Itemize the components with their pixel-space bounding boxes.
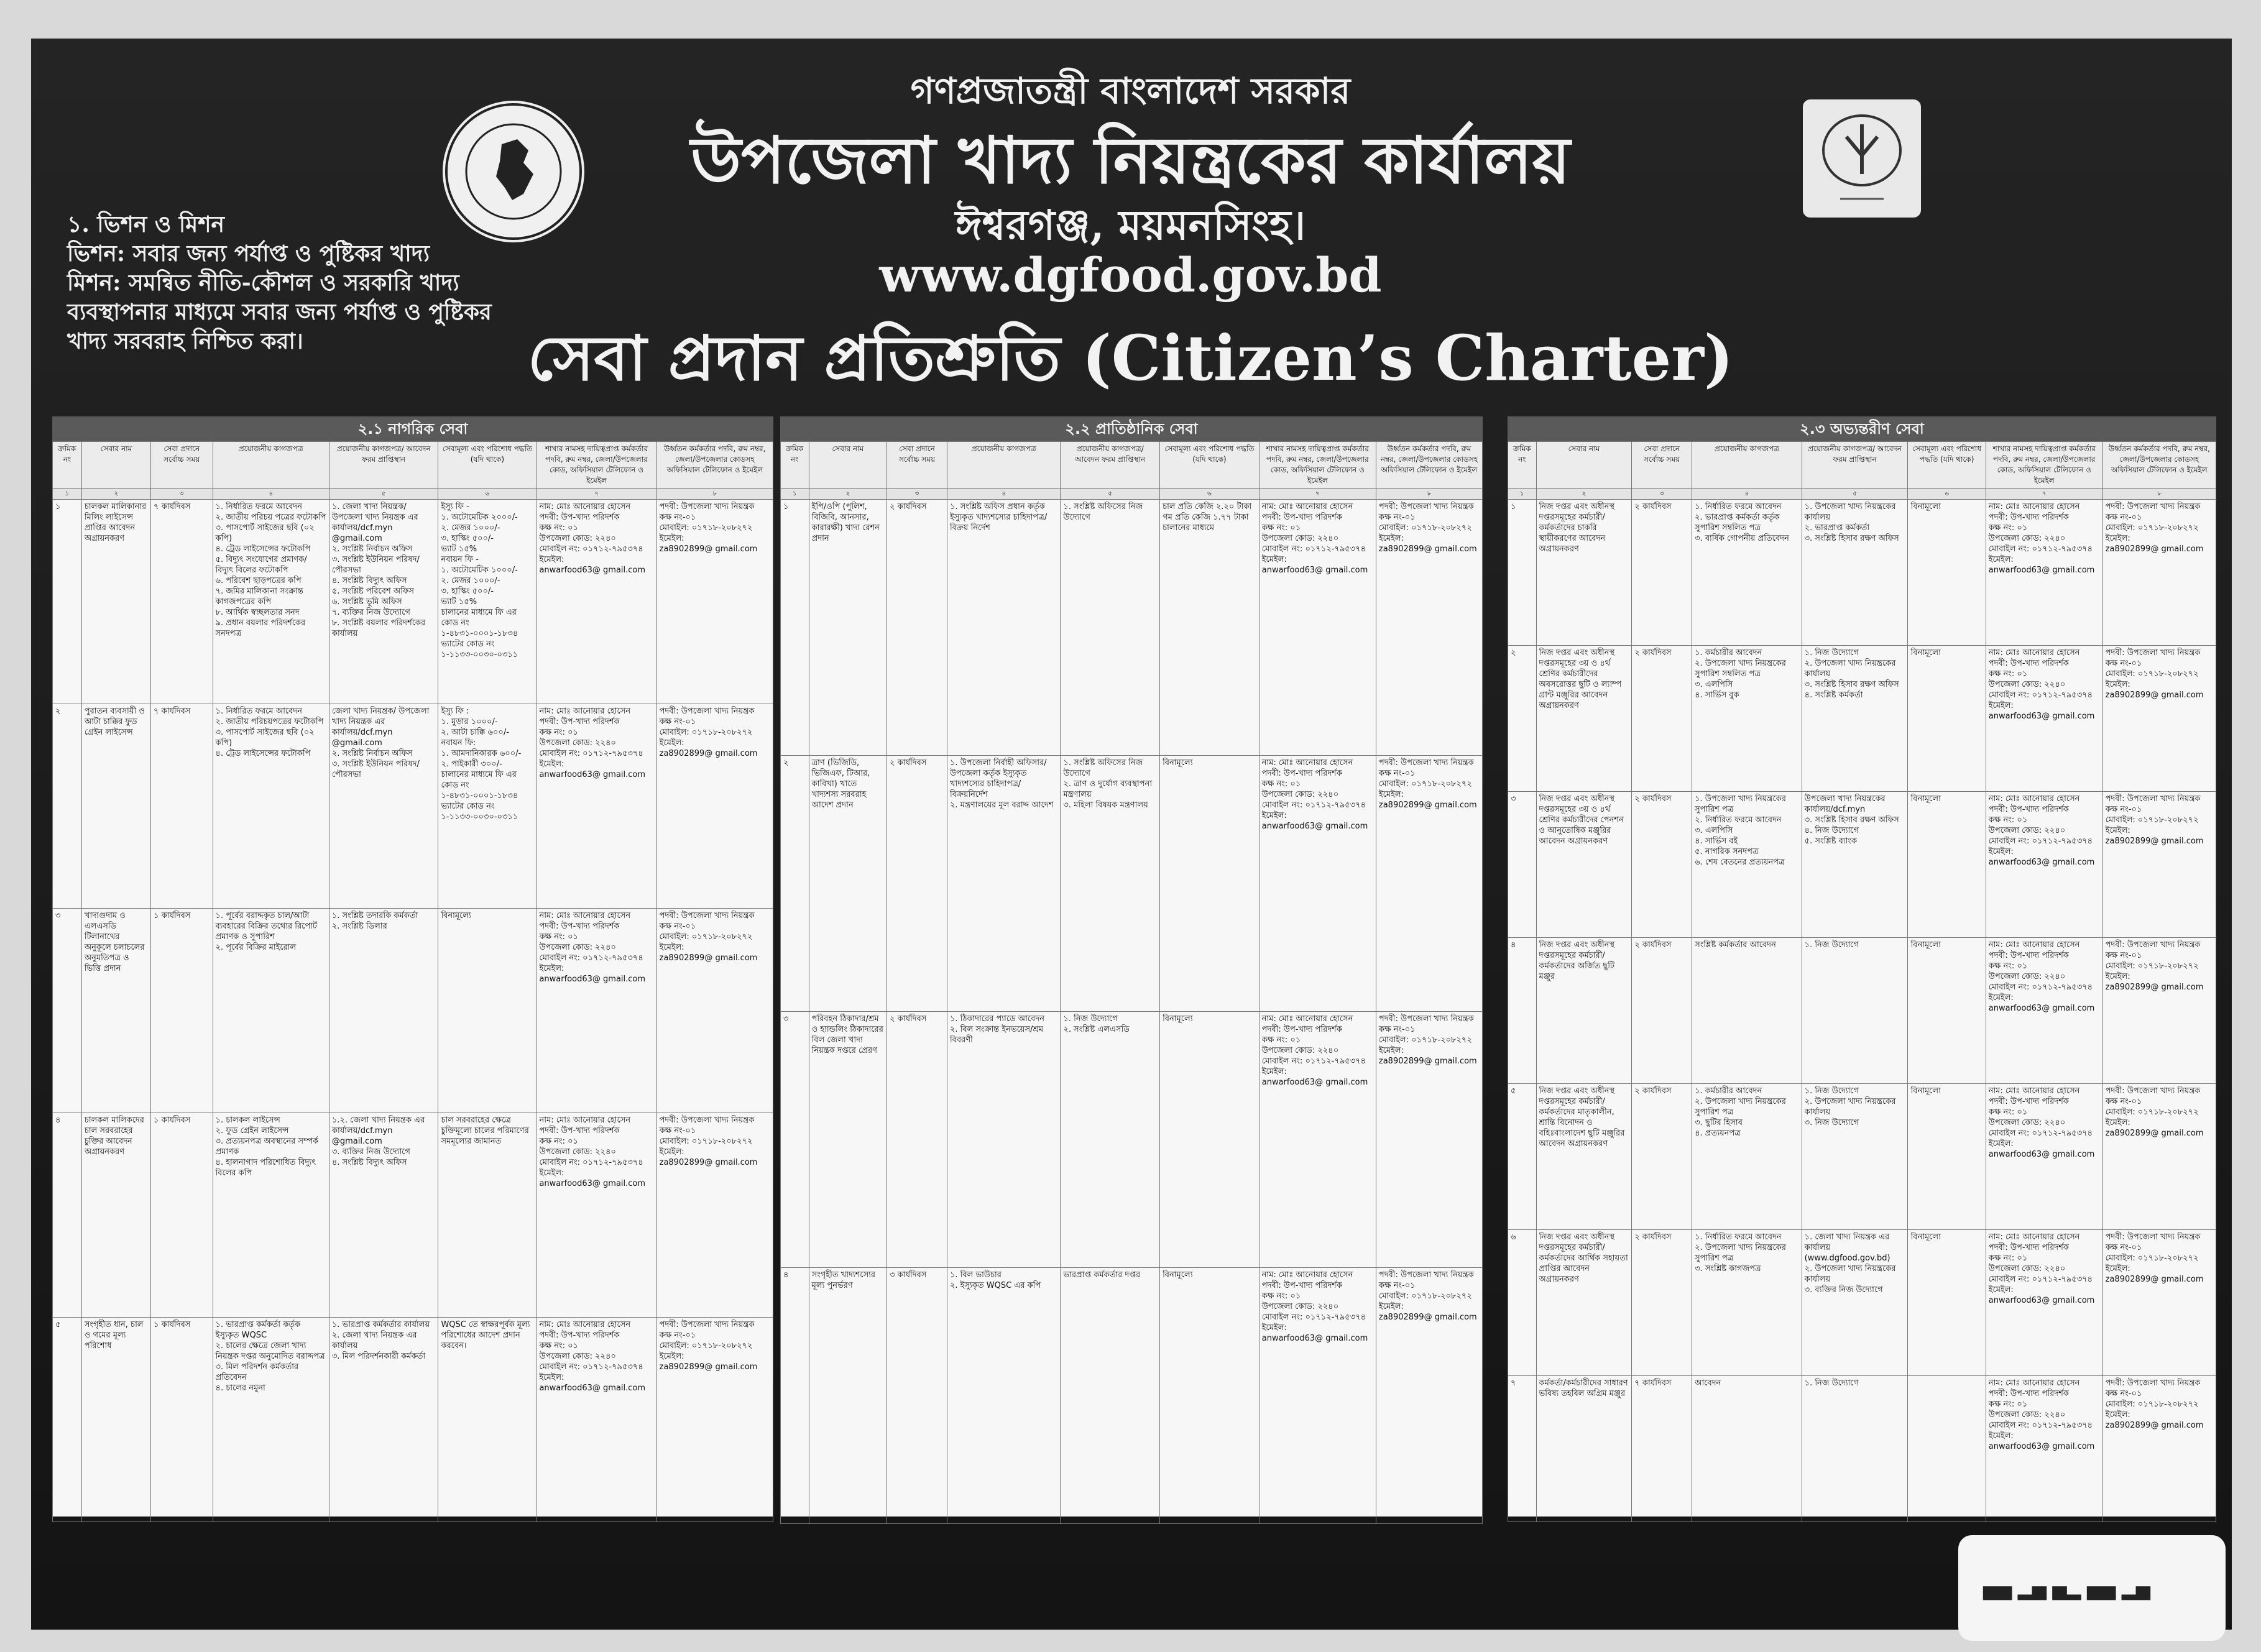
table-cell: নাম: মোঃ আনোয়ার হোসেন পদবী: উপ-খাদ্য পরিদর্শক কক্ষ নং: ০১ উপজেলা কোড: ২২৪০ মোবাইল নং: ০১৭১২-৭৯৫৩৭৪ ইমেইল: anwarfood63@ gmail.com [1259, 1012, 1376, 1268]
vision-text: ভিশন: সবার জন্য পর্যাপ্ত ও পুষ্টিকর খাদ্য [67, 241, 430, 267]
table-cell: ১. নির্ধারিত ফরমে আবেদন ২. জাতীয় পরিচয়পত্রের ফটোকপি ৩. পাসপোর্ট সাইজের ছবি (০২ কপি) ৪. ট্রেড লাইসেন্সের ফটোকপি [213, 704, 329, 909]
table-cell: জেলা খাদ্য নিয়ন্ত্রক/ উপজেলা খাদ্য নিয়ন্ত্রক এর কার্যালয়/dcf.myn @gmail.com ২. সংশ্লিষ্ট নির্বাচন অফিস ৩. সংশ্লিষ্ট ইউনিয়ন পরিষদ/ পৌরসভা [329, 704, 438, 909]
table-cell: ৭ [1508, 1376, 1537, 1522]
column-header: শাখার নামসহ দায়িত্বপ্রাপ্ত কর্মকর্তার পদবি, রুম নম্বর, জেলা/উপজেলার কোড, অফিসিয়াল টেলিফোন ও ইমেইল [1259, 442, 1376, 489]
vision-mission-heading: ১. ভিশন ও মিশন [67, 211, 224, 237]
panel-title: ২.১ নাগরিক সেবা [52, 416, 773, 441]
table-cell: ভারপ্রাপ্ত কর্মকর্তার দপ্তর [1061, 1268, 1160, 1524]
table-cell: ১. জেলা খাদ্য নিয়ন্ত্রক/ উপজেলা খাদ্য নিয়ন্ত্রক এর কার্যালয়/dcf.myn @gmail.com ২. সংশ্লিষ্ট নির্বাচন অফিস ৩. সংশ্লিষ্ট ইউনিয়ন পরিষদ/ পৌরসভা ৪. সংশ্লিষ্ট বিদ্যুৎ অফিস ৫. সংশ্লিষ্ট পরিবেশ অফিস ৬. সংশ্লিষ্ট ভূমি অফিস ৭. ব্যক্তির নিজ উদ্যোগে ৮. সংশ্লিষ্ট বয়লার পরিদর্শকের কার্যালয় [329, 500, 438, 704]
column-header: সেবার নাম [809, 442, 886, 489]
table-cell: ১. উপজেলা খাদ্য নিয়ন্ত্রকের কার্যালয় ২. ভারপ্রাপ্ত কর্মকর্তা ৩. সংশ্লিষ্ট হিসাব রক্ষণ অফিস [1802, 500, 1908, 646]
table-cell: ১. নিজ উদ্যোগে ২. সংশ্লিষ্ট এলএসডি [1061, 1012, 1160, 1268]
government-title: গণপ্রজাতন্ত্রী বাংলাদেশ সরকার [910, 70, 1351, 112]
table-cell: খাদ্যগুদাম ও এলএসডি টিলানাথের অনুকূলে চলাচলের অনুমতিপত্র ও ভিত্তি প্রদান [81, 909, 150, 1113]
table-cell: ২ কার্যদিবস [1632, 938, 1692, 1084]
table-cell: পদবী: উপজেলা খাদ্য নিয়ন্ত্রক কক্ষ নং-০১ মোবাইল: ০১৭১৮-২০৮২৭২ ইমেইল: za8902899@ gmail.com [2102, 1230, 2216, 1376]
mission-text-line3: খাদ্য সরবরাহ নিশ্চিত করা। [67, 328, 303, 354]
table-cell: পদবী: উপজেলা খাদ্য নিয়ন্ত্রক কক্ষ নং-০১ মোবাইল: ০১৭১৮-২০৮২৭২ ইমেইল: za8902899@ gmail.com [656, 500, 773, 704]
table-cell: ১. সংশ্লিষ্ট অফিসের নিজ উদ্যোগে [1061, 500, 1160, 756]
table-cell: নিজ দপ্তর এবং অধীনস্থ দপ্তরসমূহের কর্মচারী/ কর্মকর্তাদের চাকরি স্থায়ীকরণের আবেদন অগ্রায়নকরণ [1536, 500, 1632, 646]
column-header: সেবা প্রদানে সর্বোচ্চ সময় [1632, 442, 1692, 489]
table-cell: নিজ দপ্তর এবং অধীনস্থ দপ্তরসমূহের ৩য় ও ৪র্থ শ্রেণির কর্মচারীদের পেনশন ও আনুতোষিক মঞ্জুরির আবেদন অগ্রায়নকরণ [1536, 792, 1632, 938]
table-cell: বিনামূল্যে [1160, 1268, 1259, 1524]
table-cell: ৩ কার্যদিবস [887, 1268, 947, 1524]
table-cell: পদবী: উপজেলা খাদ্য নিয়ন্ত্রক কক্ষ নং-০১ মোবাইল: ০১৭১৮-২০৮২৭২ ইমেইল: za8902899@ gmail.com [1376, 756, 1482, 1012]
table-cell: ত্রাণ (ভিজিডি, ভিজিএফ, টিআর, কাবিখা) খাতে খাদ্যশস্য সরবরাহ আদেশ প্রদান [809, 756, 886, 1012]
table-cell: ২ [781, 756, 809, 1012]
table-cell: ইপি/ওপি (পুলিশ, বিজিবি, আনসার, কারারক্ষী) খাদ্য রেশন প্রদান [809, 500, 886, 756]
column-number: ২ [1536, 489, 1632, 500]
table-cell: ২ [53, 704, 82, 909]
table-cell: ৩ [781, 1012, 809, 1268]
table-cell: বিনামূল্যে [1908, 792, 1986, 938]
table-row [781, 1012, 1483, 1268]
table-cell: ৬ [1508, 1230, 1537, 1376]
table-cell: ৪ [1508, 938, 1537, 1084]
table-cell: নাম: মোঃ আনোয়ার হোসেন পদবী: উপ-খাদ্য পরিদর্শক কক্ষ নং: ০১ উপজেলা কোড: ২২৪০ মোবাইল নং: ০১৭১২-৭৯৫৩৭৪ ইমেইল: anwarfood63@ gmail.com [536, 1318, 656, 1522]
column-header: সেবামূল্য এবং পরিশোধ পদ্ধতি (যদি থাকে) [438, 442, 536, 489]
table-cell: পদবী: উপজেলা খাদ্য নিয়ন্ত্রক কক্ষ নং-০১ মোবাইল: ০১৭১৮-২০৮২৭২ ইমেইল: za8902899@ gmail.com [2102, 500, 2216, 646]
table-cell: নাম: মোঃ আনোয়ার হোসেন পদবী: উপ-খাদ্য পরিদর্শক কক্ষ নং: ০১ উপজেলা কোড: ২২৪০ মোবাইল নং: ০১৭১২-৭৯৫৩৭৪ ইমেইল: anwarfood63@ gmail.com [1259, 1268, 1376, 1524]
table-cell: ১. নিজ উদ্যোগে ২. উপজেলা খাদ্য নিয়ন্ত্রকের কার্যালয় ৩. সংশ্লিষ্ট হিসাব রক্ষণ অফিস ৪. সংশ্লিষ্ট কর্মকর্তা [1802, 646, 1908, 792]
table-cell: নাম: মোঃ আনোয়ার হোসেন পদবী: উপ-খাদ্য পরিদর্শক কক্ষ নং: ০১ উপজেলা কোড: ২২৪০ মোবাইল নং: ০১৭১২-৭৯৫৩৭৪ ইমেইল: anwarfood63@ gmail.com [536, 500, 656, 704]
column-number: ৩ [887, 489, 947, 500]
table-cell: নাম: মোঃ আনোয়ার হোসেন পদবী: উপ-খাদ্য পরিদর্শক কক্ষ নং: ০১ উপজেলা কোড: ২২৪০ মোবাইল নং: ০১৭১২-৭৯৫৩৭৪ ইমেইল: anwarfood63@ gmail.com [1986, 500, 2102, 646]
table-cell: নিজ দপ্তর এবং অধীনস্থ দপ্তরসমূহের ৩য় ও ৪র্থ শ্রেণির কর্মচারীদের অবসরোত্তর ছুটি ও ল্যাম্প গ্রান্ট মঞ্জুরির আবেদন অগ্রায়নকরণ [1536, 646, 1632, 792]
column-number: ১ [53, 489, 82, 500]
table-row [53, 500, 773, 704]
table-row [781, 756, 1483, 1012]
column-number-row [781, 489, 1483, 500]
table-cell: নাম: মোঃ আনোয়ার হোসেন পদবী: উপ-খাদ্য পরিদর্শক কক্ষ নং: ০১ উপজেলা কোড: ২২৪০ মোবাইল নং: ০১৭১২-৭৯৫৩৭৪ ইমেইল: anwarfood63@ gmail.com [1986, 1376, 2102, 1522]
column-header: সেবামূল্য এবং পরিশোধ পদ্ধতি (যদি থাকে) [1908, 442, 1986, 489]
table-cell: পদবী: উপজেলা খাদ্য নিয়ন্ত্রক কক্ষ নং-০১ মোবাইল: ০১৭১৮-২০৮২৭২ ইমেইল: za8902899@ gmail.com [2102, 646, 2216, 792]
table-cell: বিনামূল্যে [1908, 500, 1986, 646]
table-header-row [781, 442, 1483, 489]
table-cell: পদবী: উপজেলা খাদ্য নিয়ন্ত্রক কক্ষ নং-০১ মোবাইল: ০১৭১৮-২০৮২৭২ ইমেইল: za8902899@ gmail.com [2102, 1084, 2216, 1230]
table-cell: ১. নিজ উদ্যোগে [1802, 938, 1908, 1084]
column-header: শাখার নামসহ দায়িত্বপ্রাপ্ত কর্মকর্তার পদবি, রুম নম্বর, জেলা/উপজেলার কোড, অফিসিয়াল টেলিফোন ও ইমেইল [1986, 442, 2102, 489]
table-cell: নাম: মোঃ আনোয়ার হোসেন পদবী: উপ-খাদ্য পরিদর্শক কক্ষ নং: ০১ উপজেলা কোড: ২২৪০ মোবাইল নং: ০১৭১২-৭৯৫৩৭৪ ইমেইল: anwarfood63@ gmail.com [1986, 938, 2102, 1084]
table-cell: বিনামূল্যে [1908, 1230, 1986, 1376]
column-header: প্রয়োজনীয় কাগজপত্র/ আবেদন ফরম প্রাপ্তিস্থান [1802, 442, 1908, 489]
column-header: উর্ধ্বতন কর্মকর্তার পদবি, রুম নম্বর, জেলা/উপজেলার কোডসহ অফিসিয়াল টেলিফোন ও ইমেইল [2102, 442, 2216, 489]
table-cell: ৪ [53, 1113, 82, 1318]
table-cell: ১. ভারপ্রাপ্ত কর্মকর্তা কর্তৃক ইস্যুকৃত WQSC ২. চালের ক্ষেত্রে জেলা খাদ্য নিয়ন্ত্রক দপ্তর অনুমোদিত বরাদ্দপত্র ৩. মিল পরিদর্শন কর্মকর্তার প্রতিবেদন ৪. চালের নমুনা [213, 1318, 329, 1522]
column-header: ক্রমিক নং [53, 442, 82, 489]
table-cell: ১ [53, 500, 82, 704]
table-cell: ১ কার্যদিবস [151, 1318, 213, 1522]
table-cell: ২ কার্যদিবস [1632, 792, 1692, 938]
column-header: সেবা প্রদানে সর্বোচ্চ সময় [887, 442, 947, 489]
column-header: সেবার নাম [81, 442, 150, 489]
column-header: সেবা প্রদানে সর্বোচ্চ সময় [151, 442, 213, 489]
table-cell: সংশ্লিষ্ট কর্মকর্তার আবেদন [1692, 938, 1802, 1084]
table-cell: ২ কার্যদিবস [1632, 1084, 1692, 1230]
stamp-label [1958, 1535, 2226, 1641]
table-cell: ১ কার্যদিবস [151, 1113, 213, 1318]
column-number-row [1508, 489, 2216, 500]
column-number: ৫ [1061, 489, 1160, 500]
citizen-service-panel [52, 416, 773, 1517]
internal-service-panel [1508, 416, 2216, 1517]
table-cell: ১. জেলা খাদ্য নিয়ন্ত্রক এর কার্যালয় (www.dgfood.gov.bd) ২. উপজেলা খাদ্য নিয়ন্ত্রকের কার্যালয় ৩. ব্যক্তির নিজ উদ্যোগে [1802, 1230, 1908, 1376]
table-cell: ১. নির্ধারিত ফরমে আবেদন ২. ভারপ্রাপ্ত কর্মকর্তা কর্তৃক সুপারিশ সম্বলিত পত্র ৩. বার্ষিক গোপনীয় প্রতিবেদন [1692, 500, 1802, 646]
table-cell: ১ কার্যদিবস [151, 909, 213, 1113]
table-cell: পদবী: উপজেলা খাদ্য নিয়ন্ত্রক কক্ষ নং-০১ মোবাইল: ০১৭১৮-২০৮২৭২ ইমেইল: za8902899@ gmail.com [2102, 1376, 2216, 1522]
column-number: ৮ [2102, 489, 2216, 500]
table-cell: ১. বিল ভাউচার ২. ইস্যুকৃত WQSC এর কপি [947, 1268, 1060, 1524]
table-row [1508, 646, 2216, 792]
office-location: ঈশ্বরগঞ্জ, ময়মনসিংহ। [955, 201, 1306, 249]
column-number: ৭ [536, 489, 656, 500]
mission-text-line1: মিশন: সমন্বিত নীতি-কৌশল ও সরকারি খাদ্য [67, 270, 459, 296]
table-cell: ২ [1508, 646, 1537, 792]
service-table [1508, 441, 2216, 1522]
table-row [1508, 1084, 2216, 1230]
institutional-service-panel [780, 416, 1483, 1517]
table-cell: পদবী: উপজেলা খাদ্য নিয়ন্ত্রক কক্ষ নং-০১ মোবাইল: ০১৭১৮-২০৮২৭২ ইমেইল: za8902899@ gmail.com [1376, 500, 1482, 756]
column-header: ক্রমিক নং [781, 442, 809, 489]
table-cell: বিনামূল্যে [438, 909, 536, 1113]
column-number: ৪ [947, 489, 1060, 500]
table-cell: নিজ দপ্তর এবং অধীনস্থ দপ্তরসমূহের কর্মচারী/ কর্মকর্তাদের অর্জিত ছুটি মঞ্জুর [1536, 938, 1632, 1084]
column-number: ২ [81, 489, 150, 500]
table-cell: পুরাতন ব্যবসায়ী ও আটা চাক্কির ফুড গ্রেইন লাইসেন্স [81, 704, 150, 909]
vision-mission [67, 210, 552, 356]
table-cell: ১. সংশ্লিষ্ট অফিসের নিজ উদ্যোগে ২. ত্রাণ ও দুর্যোগ ব্যবস্থাপনা মন্ত্রণালয় ৩. মহিলা বিষয়ক মন্ত্রণালয় [1061, 756, 1160, 1012]
table-cell: চালকল মালিকানার মিলিং লাইসেন্স প্রাপ্তির আবেদন অগ্রায়নকরণ [81, 500, 150, 704]
table-cell: ২ কার্যদিবস [1632, 1230, 1692, 1376]
table-cell: চাল সরবরাহের ক্ষেত্রে চুক্তিমূল্যে চালের পরিমাণের সমমূল্যের জামানত [438, 1113, 536, 1318]
stamp-mark-icon: ▅▅ ▂▅ ▅▂ ▅▅ ▂▅ [1983, 1579, 2150, 1600]
column-number: ৪ [1692, 489, 1802, 500]
table-cell: উপজেলা খাদ্য নিয়ন্ত্রকের কার্যালয়/dcf.myn ৩. সংশ্লিষ্ট হিসাব রক্ষণ অফিস ৪. নিজ উদ্যোগে ৫. সংশ্লিষ্ট ব্যাংক [1802, 792, 1908, 938]
table-cell: ৪ [781, 1268, 809, 1524]
column-header: প্রয়োজনীয় কাগজপত্র [213, 442, 329, 489]
column-header: সেবার নাম [1536, 442, 1632, 489]
column-number: ৮ [656, 489, 773, 500]
table-cell: ১ [1508, 500, 1537, 646]
table-cell: নাম: মোঃ আনোয়ার হোসেন পদবী: উপ-খাদ্য পরিদর্শক কক্ষ নং: ০১ উপজেলা কোড: ২২৪০ মোবাইল নং: ০১৭১২-৭৯৫৩৭৪ ইমেইল: anwarfood63@ gmail.com [1986, 1230, 2102, 1376]
table-cell: বিনামূল্যে [1908, 938, 1986, 1084]
table-cell: ২ কার্যদিবস [887, 500, 947, 756]
table-cell: সংগৃহীত খাদ্যশস্যের মূল্য পুনর্ভরণ [809, 1268, 886, 1524]
column-number: ৫ [1802, 489, 1908, 500]
table-cell: পদবী: উপজেলা খাদ্য নিয়ন্ত্রক কক্ষ নং-০১ মোবাইল: ০১৭১৮-২০৮২৭২ ইমেইল: za8902899@ gmail.com [656, 909, 773, 1113]
table-cell: নাম: মোঃ আনোয়ার হোসেন পদবী: উপ-খাদ্য পরিদর্শক কক্ষ নং: ০১ উপজেলা কোড: ২২৪০ মোবাইল নং: ০১৭১২-৭৯৫৩৭৪ ইমেইল: anwarfood63@ gmail.com [1986, 1084, 2102, 1230]
column-number: ৪ [213, 489, 329, 500]
table-cell: পদবী: উপজেলা খাদ্য নিয়ন্ত্রক কক্ষ নং-০১ মোবাইল: ০১৭১৮-২০৮২৭২ ইমেইল: za8902899@ gmail.com [1376, 1268, 1482, 1524]
table-cell: ১. সংশ্লিষ্ট অফিস প্রধান কর্তৃক ইস্যুকৃত খাদ্যশস্যের চাহিদাপত্র/ বিক্রয় নির্দেশ [947, 500, 1060, 756]
office-title: উপজেলা খাদ্য নিয়ন্ত্রকের কার্যালয় [691, 122, 1570, 198]
table-cell: ১. পূর্বের বরাদ্দকৃত চাল/আটা ব্যবহারের বিক্রির তথ্যের রিপোর্ট প্রমাণক ও সুপারিশ ২. পূর্বের বিক্রির মাইরোল [213, 909, 329, 1113]
table-cell: ৭ কার্যদিবস [151, 500, 213, 704]
table-cell: পদবী: উপজেলা খাদ্য নিয়ন্ত্রক কক্ষ নং-০১ মোবাইল: ০১৭১৮-২০৮২৭২ ইমেইল: za8902899@ gmail.com [2102, 792, 2216, 938]
table-cell: ১. সংশ্লিষ্ট তদারকি কর্মকর্তা ২. সংশ্লিষ্ট ডিলার [329, 909, 438, 1113]
table-header-row [1508, 442, 2216, 489]
table-cell: ১ [781, 500, 809, 756]
table-cell: নাম: মোঃ আনোয়ার হোসেন পদবী: উপ-খাদ্য পরিদর্শক কক্ষ নং: ০১ উপজেলা কোড: ২২৪০ মোবাইল নং: ০১৭১২-৭৯৫৩৭৪ ইমেইল: anwarfood63@ gmail.com [1259, 756, 1376, 1012]
table-cell: ৩ [53, 909, 82, 1113]
table-cell: নিজ দপ্তর এবং অধীনস্থ দপ্তরসমূহের কর্মচারী/ কর্মকর্তাদের মাতৃকালীন, শ্রান্তি বিনোদন ও বহিঃবাংলাদেশ ছুটি মঞ্জুরির আবেদন অগ্রায়নকরণ [1536, 1084, 1632, 1230]
table-row [781, 500, 1483, 756]
table-cell: পদবী: উপজেলা খাদ্য নিয়ন্ত্রক কক্ষ নং-০১ মোবাইল: ০১৭১৮-২০৮২৭২ ইমেইল: za8902899@ gmail.com [656, 1113, 773, 1318]
table-cell: ২ কার্যদিবস [887, 756, 947, 1012]
table-cell: ১. চালকল লাইসেন্স ২. ফুড গ্রেইন লাইসেন্স ৩. প্রত্যয়নপত্র অবস্থানের সম্পর্ক প্রমাণক ৪. হালনাগাদ পরিশোধিত বিদ্যুৎ বিলের কপি [213, 1113, 329, 1318]
table-cell: কর্মকর্তা/কর্মচারীদের সাধারণ ভবিষ্য তহবিল অগ্রিম মঞ্জুর [1536, 1376, 1632, 1522]
column-header: প্রয়োজনীয় কাগজপত্র [947, 442, 1060, 489]
column-header: প্রয়োজনীয় কাগজপত্র/ আবেদন ফরম প্রাপ্তিস্থান [1061, 442, 1160, 489]
panel-title: ২.২ প্রাতিষ্ঠানিক সেবা [780, 416, 1483, 441]
table-cell: নিজ দপ্তর এবং অধীনস্থ দপ্তরসমূহের কর্মচারী/ কর্মকর্তাদের আর্থিক সহায়তা প্রাপ্তির আবেদন অগ্রায়নকরণ [1536, 1230, 1632, 1376]
column-header: প্রয়োজনীয় কাগজপত্র/ আবেদন ফরম প্রাপ্তিস্থান [329, 442, 438, 489]
table-row [1508, 500, 2216, 646]
table-cell: ১. নির্ধারিত ফরমে আবেদন ২. উপজেলা খাদ্য নিয়ন্ত্রকের সুপারিশ পত্র ৩. সংশ্লিষ্ট কাগজপত্র [1692, 1230, 1802, 1376]
column-header: ক্রমিক নং [1508, 442, 1537, 489]
table-row [53, 1318, 773, 1522]
table-cell: পরিবহন ঠিকাদার/শ্রম ও হ্যান্ডলিং ঠিকাদারের বিল জেলা খাদ্য নিয়ন্ত্রক দপ্তরে প্রেরণ [809, 1012, 886, 1268]
table-cell: WQSC তে স্বাক্ষরপূর্বক মূল্য পরিশোধের আদেশ প্রদান করবেন। [438, 1318, 536, 1522]
table-cell: নাম: মোঃ আনোয়ার হোসেন পদবী: উপ-খাদ্য পরিদর্শক কক্ষ নং: ০১ উপজেলা কোড: ২২৪০ মোবাইল নং: ০১৭১২-৭৯৫৩৭৪ ইমেইল: anwarfood63@ gmail.com [536, 704, 656, 909]
column-number: ৭ [1986, 489, 2102, 500]
table-cell: ১. কর্মচারীর আবেদন ২. উপজেলা খাদ্য নিয়ন্ত্রকের সুপারিশ সম্বলিত পত্র ৩. এলপিসি ৪. সার্ভিস বুক [1692, 646, 1802, 792]
column-number: ৩ [151, 489, 213, 500]
column-number: ৭ [1259, 489, 1376, 500]
table-cell: ১. নিজ উদ্যোগে [1802, 1376, 1908, 1522]
table-cell: চাল প্রতি কেজি ২.২০ টাকা গম প্রতি কেজি ১.৭৭ টাকা চালানের মাধ্যমে [1160, 500, 1259, 756]
table-cell: পদবী: উপজেলা খাদ্য নিয়ন্ত্রক কক্ষ নং-০১ মোবাইল: ০১৭১৮-২০৮২৭২ ইমেইল: za8902899@ gmail.com [2102, 938, 2216, 1084]
table-cell: ১. উপজেলা নির্বাহী অফিসার/উপজেলা কর্তৃক ইস্যুকৃত খাদ্যশস্যের চাহিদাপত্র/ বিক্রয়নির্দেশ ২. মন্ত্রণালয়ের মূল বরাদ্দ আদেশ [947, 756, 1060, 1012]
table-cell: ৫ [53, 1318, 82, 1522]
table-cell: নাম: মোঃ আনোয়ার হোসেন পদবী: উপ-খাদ্য পরিদর্শক কক্ষ নং: ০১ উপজেলা কোড: ২২৪০ মোবাইল নং: ০১৭১২-৭৯৫৩৭৪ ইমেইল: anwarfood63@ gmail.com [1986, 792, 2102, 938]
column-number: ৫ [329, 489, 438, 500]
table-cell: বিনামূল্যে [1908, 646, 1986, 792]
table-row [1508, 1376, 2216, 1522]
table-row [781, 1268, 1483, 1524]
table-cell: ৫ [1508, 1084, 1537, 1230]
table-row [1508, 938, 2216, 1084]
column-number: ৮ [1376, 489, 1482, 500]
table-cell: ৩ [1508, 792, 1537, 938]
table-cell: নাম: মোঃ আনোয়ার হোসেন পদবী: উপ-খাদ্য পরিদর্শক কক্ষ নং: ০১ উপজেলা কোড: ২২৪০ মোবাইল নং: ০১৭১২-৭৯৫৩৭৪ ইমেইল: anwarfood63@ gmail.com [1986, 646, 2102, 792]
table-cell: বিনামূল্যে [1908, 1084, 1986, 1230]
table-header-row [53, 442, 773, 489]
table-cell: ৭ কার্যদিবস [1632, 1376, 1692, 1522]
panel-title: ২.৩ অভ্যন্তরীণ সেবা [1508, 416, 2216, 441]
table-cell: পদবী: উপজেলা খাদ্য নিয়ন্ত্রক কক্ষ নং-০১ মোবাইল: ০১৭১৮-২০৮২৭২ ইমেইল: za8902899@ gmail.com [1376, 1012, 1482, 1268]
table-cell: নাম: মোঃ আনোয়ার হোসেন পদবী: উপ-খাদ্য পরিদর্শক কক্ষ নং: ০১ উপজেলা কোড: ২২৪০ মোবাইল নং: ০১৭১২-৭৯৫৩৭৪ ইমেইল: anwarfood63@ gmail.com [1259, 500, 1376, 756]
table-cell: বিনামূল্যে [1160, 1012, 1259, 1268]
table-cell: ১. কর্মচারীর আবেদন ২. উপজেলা খাদ্য নিয়ন্ত্রকের সুপারিশ পত্র ৩. ছুটির হিসাব ৪. প্রত্যয়নপত্র [1692, 1084, 1802, 1230]
column-header: উর্ধ্বতন কর্মকর্তার পদবি, রুম নম্বর, জেলা/উপজেলার কোডসহ অফিসিয়াল টেলিফোন ও ইমেইল [656, 442, 773, 489]
charter-title: সেবা প্রদান প্রতিশ্রুতি (Citizen’s Charter) [527, 321, 1734, 395]
column-number: ৩ [1632, 489, 1692, 500]
table-row [1508, 1230, 2216, 1376]
table-cell: নাম: মোঃ আনোয়ার হোসেন পদবী: উপ-খাদ্য পরিদর্শক কক্ষ নং: ০১ উপজেলা কোড: ২২৪০ মোবাইল নং: ০১৭১২-৭৯৫৩৭৪ ইমেইল: anwarfood63@ gmail.com [536, 909, 656, 1113]
column-number: ১ [1508, 489, 1537, 500]
service-table [780, 441, 1483, 1524]
table-cell: বিনামূল্যে [1160, 756, 1259, 1012]
table-cell: সংগৃহীত ধান, চাল ও গমের মূল্য পরিশোধ [81, 1318, 150, 1522]
table-cell: নাম: মোঃ আনোয়ার হোসেন পদবী: উপ-খাদ্য পরিদর্শক কক্ষ নং: ০১ উপজেলা কোড: ২২৪০ মোবাইল নং: ০১৭১২-৭৯৫৩৭৪ ইমেইল: anwarfood63@ gmail.com [536, 1113, 656, 1318]
table-cell: ২ কার্যদিবস [1632, 646, 1692, 792]
table-row [53, 704, 773, 909]
column-number: ২ [809, 489, 886, 500]
column-number-row [53, 489, 773, 500]
table-row [1508, 792, 2216, 938]
table-cell: ইস্যু ফি - ১. অটোমেটিক ২০০০/- ২. মেজর ১০০০/- ৩. হাস্কিং ৫০০/- ভ্যাট ১৫% নবায়ন ফি - ১. অটোমেটিক ১০০০/- ২. মেজর ১০০০/- ৩. হাস্কিং ৫০০/- ভ্যাট ১৫% চালানের মাধ্যমে ফি এর কোড নং ১-৪৮৩১-০০০১-১৮৩৪ ভ্যাটের কোড নং ১-১১৩৩-০০৩০-০৩১১ [438, 500, 536, 704]
table-cell: ১. নিজ উদ্যোগে ২. উপজেলা খাদ্য নিয়ন্ত্রকের কার্যালয় ৩. নিজ উদ্যোগে [1802, 1084, 1908, 1230]
table-row [53, 909, 773, 1113]
mission-text-line2: ব্যবস্থাপনার মাধ্যমে সবার জন্য পর্যাপ্ত ও পুষ্টিকর [67, 299, 492, 325]
table-cell: ২ কার্যদিবস [887, 1012, 947, 1268]
column-number: ১ [781, 489, 809, 500]
table-cell: ২ কার্যদিবস [1632, 500, 1692, 646]
column-header: উর্ধ্বতন কর্মকর্তার পদবি, রুম নম্বর, জেলা/উপজেলার কোডসহ অফিসিয়াল টেলিফোন ও ইমেইল [1376, 442, 1482, 489]
website-link[interactable]: www.dgfood.gov.bd [879, 247, 1382, 303]
service-table [52, 441, 773, 1522]
table-cell: আবেদন [1692, 1376, 1802, 1522]
table-cell: ১. ঠিকাদারের প্যাডে আবেদন ২. বিল সংক্রান্ত ইনভয়েস/শ্রম বিবরণী [947, 1012, 1060, 1268]
table-cell: ৭ কার্যদিবস [151, 704, 213, 909]
table-cell: পদবী: উপজেলা খাদ্য নিয়ন্ত্রক কক্ষ নং-০১ মোবাইল: ০১৭১৮-২০৮২৭২ ইমেইল: za8902899@ gmail.com [656, 1318, 773, 1522]
column-number: ৬ [1908, 489, 1986, 500]
column-header: শাখার নামসহ দায়িত্বপ্রাপ্ত কর্মকর্তার পদবি, রুম নম্বর, জেলা/উপজেলার কোড, অফিসিয়াল টেলিফোন ও ইমেইল [536, 442, 656, 489]
table-cell: পদবী: উপজেলা খাদ্য নিয়ন্ত্রক কক্ষ নং-০১ মোবাইল: ০১৭১৮-২০৮২৭২ ইমেইল: za8902899@ gmail.com [656, 704, 773, 909]
table-cell: ইস্যু ফি : ১. মুড়ার ১০০০/- ২. আটা চাক্কি ৬০০/- নবায়ন ফি: ১. আমদানিকারক ৬০০/- ২. পাইকারী ৩০০/- চালানের মাধ্যমে ফি এর কোড নং ১-৪৮৩১-০০০১-১৮৩৪ ভ্যাটের কোড নং ১-১১৩৩-০০৩০-০৩১১ [438, 704, 536, 909]
table-cell [1908, 1376, 1986, 1522]
table-row [53, 1113, 773, 1318]
column-header: সেবামূল্য এবং পরিশোধ পদ্ধতি (যদি থাকে) [1160, 442, 1259, 489]
table-cell: ১. উপজেলা খাদ্য নিয়ন্ত্রকের সুপারিশ পত্র ২. নির্ধারিত ফরমে আবেদন ৩. এলপিসি ৪. সার্ভিস বই ৫. নাগরিক সনদপত্র ৬. শেষ বেতনের প্রত্যয়নপত্র [1692, 792, 1802, 938]
column-number: ৬ [438, 489, 536, 500]
table-cell: ১. নির্ধারিত ফরমে আবেদন ২. জাতীয় পরিচয় পত্রের ফটোকপি ৩. পাসপোর্ট সাইজের ছবি (০২ কপি) ৪. ট্রেড লাইসেন্সের ফটোকপি ৫. বিদ্যুৎ সংযোগের প্রমাণক/ বিদ্যুৎ বিলের ফটোকপি ৬. পরিবেশ ছাড়পত্রের কপি ৭. জমির মালিকানা সংক্রান্ত কাগজপত্রের কপি ৮. আর্থিক স্বচ্ছলতার সনদ ৯. প্রধান বয়লার পরিদর্শকের সনদপত্র [213, 500, 329, 704]
column-header: প্রয়োজনীয় কাগজপত্র [1692, 442, 1802, 489]
column-number: ৬ [1160, 489, 1259, 500]
table-cell: চালকল মালিকদের চাল সরবরাহের চুক্তির আবেদন অগ্রায়নকরণ [81, 1113, 150, 1318]
table-cell: ১.২. জেলা খাদ্য নিয়ন্ত্রক এর কার্যালয়/dcf.myn @gmail.com ৩. ব্যক্তির নিজ উদ্যোগে ৪. সংশ্লিষ্ট বিদ্যুৎ অফিস [329, 1113, 438, 1318]
table-cell: ১. ভারপ্রাপ্ত কর্মকর্তার কার্যালয় ২. জেলা খাদ্য নিয়ন্ত্রক এর কার্যালয় ৩. মিল পরিদর্শনকারী কর্মকর্তা [329, 1318, 438, 1522]
